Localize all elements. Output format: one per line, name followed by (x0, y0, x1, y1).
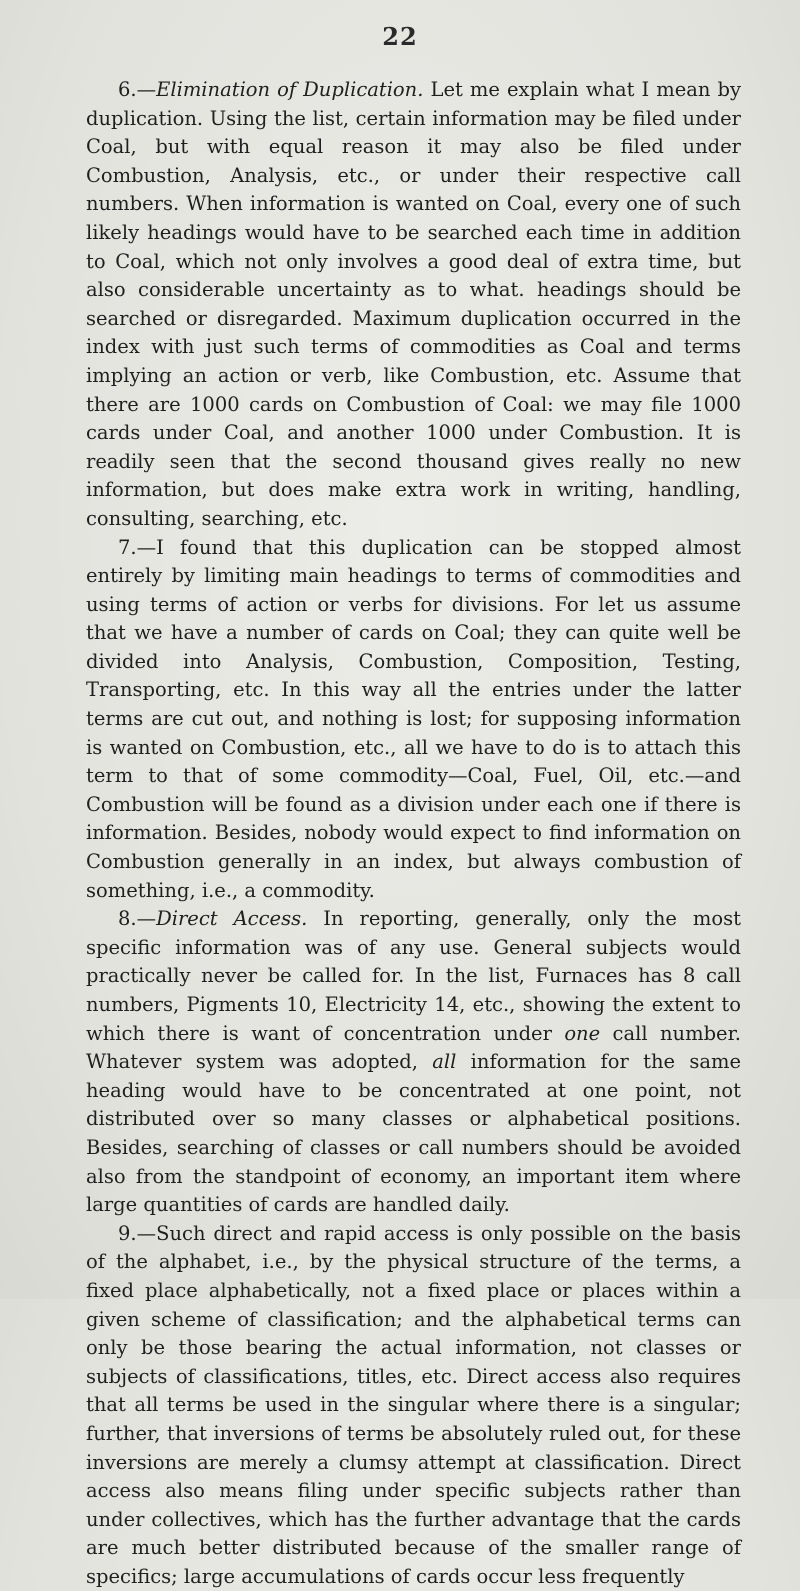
paragraph-heading: Elimination of Duplication. (156, 78, 424, 101)
paragraph-7 (86, 534, 741, 906)
paragraph-number: 8.— (118, 907, 157, 931)
paragraph-text: information for the same heading would have to be concentrated at one point, not distributed over so many classes or alphabetical positions. Besides, searching of classes or call numbers should be avoided also from the standpoint of economy, an important item where large quantities of cards are handled daily. (86, 1050, 742, 1217)
paragraph-heading: Direct Access. (156, 907, 308, 931)
paragraph-text: In reporting, generally, only the most specific information was of any use. General subjects would practically never be called for. In the list, Furnaces has 8 call numbers, Pigments 10, Electricity 14, etc., showing the extent to which there is want of concentration under (86, 907, 741, 1045)
paragraph-number: 6.— (118, 78, 157, 101)
paragraph-number: 7.— (118, 535, 157, 559)
paragraph-number: 9.— (118, 1221, 157, 1245)
paragraph-text: Let me explain what I mean by duplication. Using the list, certain information may be filed under Coal, but with equal reason it may also be filed under Combustion, Analysis, etc., or under their respective call numbers. When information is wanted on Coal, every one of such likely headings would have to be searched each time in addition to Coal, which not only involves a good deal of extra time, but also considerable uncertainty as to what. headings should be searched or disregarded. Maximum duplication occurred in the index with just such terms of commodities as Coal and terms implying an action or verb, like Combustion, etc. Assume that there are 1000 cards on Combustion of Coal: we may file 1000 cards under Coal, and another 1000 under Combustion. It is readily seen that the second thousand gives really no new information, but does make extra work in writing, handling, consulting, searching, etc. (86, 78, 741, 530)
paragraph-text: call number. Whatever system was adopted, (86, 1021, 741, 1074)
paragraph-9 (86, 1220, 741, 1591)
paragraph-text: Such direct and rapid access is only possible on the basis of the alphabet, i.e., by the physical structure of the terms, a fixed place alphabetically, not a fixed place or places within a given scheme of classification; and the alphabetical terms can only be those bearing the actual information, not classes or subjects of classifications, titles, etc. Direct access also requires that all terms be used in the singular where there is a singular; further, that inversions of terms be absolutely ruled out, for these inversions are merely a clumsy attempt at classification. Direct access also means filing under specific subjects rather than under collectives, which has the further advantage that the cards are much better distributed because of the smaller range of specifics; large accumulations of cards occur less frequently (86, 1221, 741, 1588)
paragraph-8 (86, 905, 741, 1220)
emphasis-all: all (432, 1050, 457, 1074)
paragraph-text: I found that this duplication can be stopped almost entirely by limiting main headings to terms of commodities and using terms of action or verbs for divisions. For let us assume that we have a number of cards on Coal; they can quite well be divided into Analysis, Combustion, Composition, Testing, Transporting, etc. In this way all the entries under the latter terms are cut out, and nothing is lost; for supposing information is wanted on Combustion, etc., all we have to do is to attach this term to that of some commodity—Coal, Fuel, Oil, etc.—and Combustion will be found as a division under each one if there is information. Besides, nobody would expect to find information on Combustion generally in an index, but always combustion of something, i.e., a commodity. (86, 535, 741, 902)
body-text (86, 76, 741, 1591)
page-number: 22 (382, 22, 418, 51)
paragraph-6 (86, 76, 741, 534)
emphasis-one: one (564, 1021, 601, 1045)
